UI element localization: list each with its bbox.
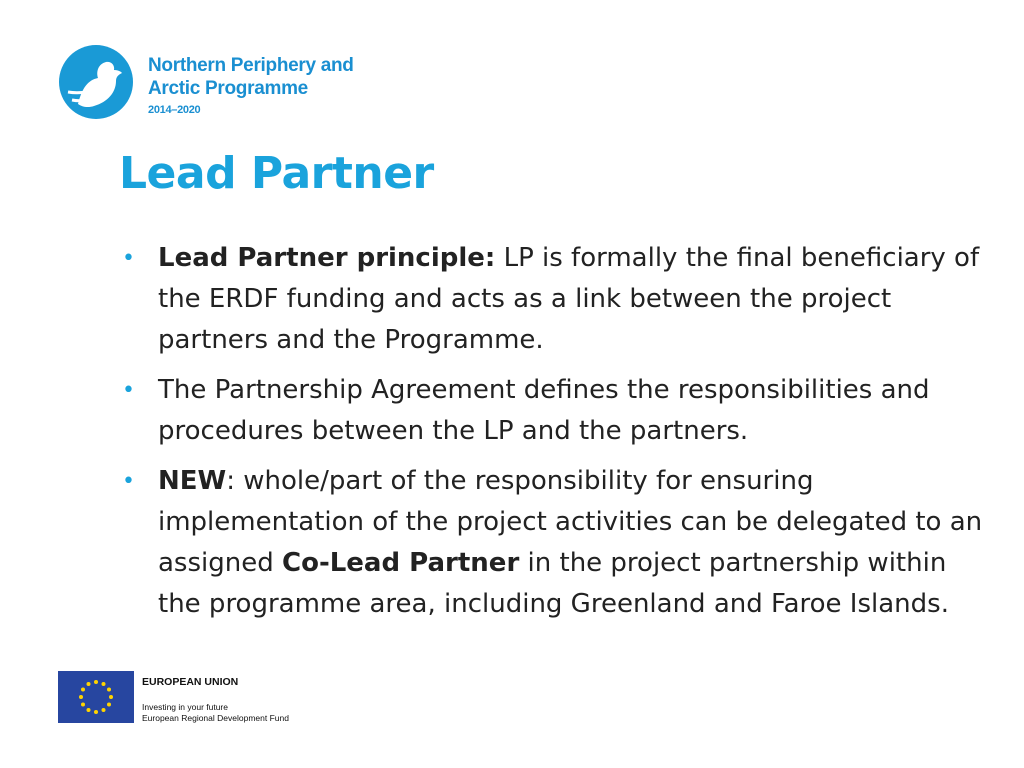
bullet-list [112,238,992,634]
bullet-text: LP is formally the final beneficiary of the ERDF funding and acts as a link between the project partners and the Programme. [158,243,980,355]
bullet-item [112,238,992,361]
bullet-item [112,461,992,625]
eu-line-1: Investing in your future [142,702,228,712]
bullet-bold-lead: Lead Partner principle: [158,243,496,273]
eu-flag-icon [58,671,134,723]
eu-footer-logo [58,668,318,728]
bullet-text: The Partnership Agreement defines the responsibilities and procedures between the LP and the partners. [158,375,930,446]
eu-label: EUROPEAN UNION [142,676,239,688]
bullet-bold-term: Co-Lead Partner [282,548,520,578]
slide-title: Lead Partner [119,148,434,199]
bullet-dot-icon: • [122,378,135,403]
logo-line-2: Arctic Programme [148,78,308,99]
bullet-bold-lead: NEW [158,466,227,496]
bullet-dot-icon: • [122,246,135,271]
bullet-text: : whole/part of the responsibility for ensuring implementation of the project activities can be delegated to an assigned [158,466,983,578]
dove-logo-icon [58,44,134,120]
bullet-text: in the project partnership within the programme area, including Greenland and Faroe Islands. [158,548,949,619]
eu-subtitle [142,702,289,724]
programme-logo [58,44,398,124]
logo-text [148,54,354,118]
eu-line-2: European Regional Development Fund [142,713,289,723]
logo-years: 2014–2020 [148,104,201,116]
bullet-dot-icon: • [122,469,135,494]
logo-line-1: Northern Periphery and [148,55,354,76]
bullet-item [112,370,992,452]
